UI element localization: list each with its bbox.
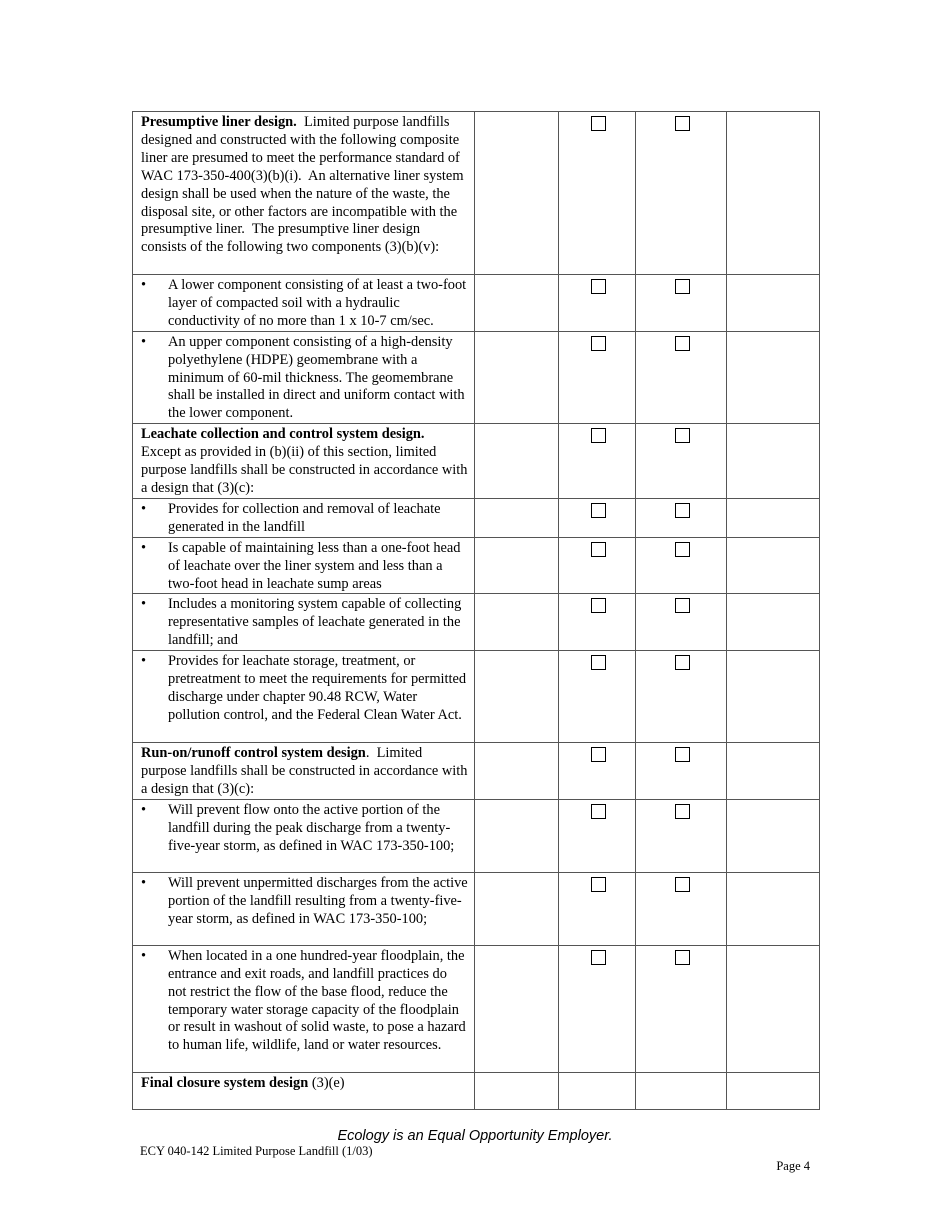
yes-checkbox[interactable]	[591, 503, 606, 518]
bullet-icon: •	[141, 539, 147, 556]
comments-cell[interactable]	[727, 112, 820, 275]
bullet-item	[141, 875, 468, 929]
no-cell	[636, 743, 727, 800]
yes-cell	[559, 945, 636, 1072]
no-cell	[636, 424, 727, 499]
no-checkbox[interactable]	[675, 116, 690, 131]
yes-cell	[559, 498, 636, 537]
comments-cell[interactable]	[727, 331, 820, 424]
item-row	[133, 537, 820, 594]
no-checkbox[interactable]	[675, 279, 690, 294]
requirement-cell	[133, 1072, 475, 1109]
section-title: Run-on/runoff control system design	[141, 745, 366, 762]
no-cell	[636, 331, 727, 424]
yes-cell	[559, 424, 636, 499]
bullet-item	[141, 802, 468, 856]
item-row	[133, 799, 820, 872]
section-title: Leachate collection and control system design.	[141, 426, 425, 443]
no-cell	[636, 498, 727, 537]
section-row	[133, 1072, 820, 1109]
section-row	[133, 743, 820, 800]
bullet-text: An upper component consisting of a high-density polyethylene (HDPE) geomembrane with a minimum of 60-mil thickness. The geomembrane shall be installed in direct and uniform contact with the lower component.	[168, 333, 465, 422]
requirement-cell	[133, 872, 475, 945]
bullet-text: When located in a one hundred-year floodplain, the entrance and exit roads, and landfill practices do not restrict the flow of the base flood, reduce the temporary water storage capacity of the floodplain or result in washout of solid waste, to pose a hazard to human life, wildlife, land or water resources.	[168, 947, 466, 1054]
comments-cell[interactable]	[727, 275, 820, 332]
yes-checkbox[interactable]	[591, 598, 606, 613]
bullet-icon: •	[141, 653, 147, 670]
no-checkbox[interactable]	[675, 804, 690, 819]
bullet-text: Includes a monitoring system capable of collecting representative samples of leachate generated in the landfill; and	[168, 596, 462, 649]
bullet-icon: •	[141, 947, 147, 964]
no-checkbox[interactable]	[675, 655, 690, 670]
reference-cell[interactable]	[475, 594, 559, 651]
reference-cell[interactable]	[475, 651, 559, 743]
no-cell	[636, 537, 727, 594]
requirement-cell	[133, 275, 475, 332]
bullet-icon: •	[141, 500, 147, 517]
bullet-text: Will prevent flow onto the active portion of the landfill during the peak discharge from a twenty-five-year storm, as defined in WAC 173-350-100;	[168, 801, 455, 854]
bullet-icon: •	[141, 874, 147, 891]
yes-cell	[559, 651, 636, 743]
bullet-item	[141, 653, 468, 725]
item-row	[133, 275, 820, 332]
bullet-item	[141, 948, 468, 1055]
reference-cell[interactable]	[475, 1072, 559, 1109]
no-cell	[636, 275, 727, 332]
reference-cell[interactable]	[475, 112, 559, 275]
reference-cell[interactable]	[475, 945, 559, 1072]
item-row	[133, 651, 820, 743]
yes-cell	[559, 872, 636, 945]
reference-cell[interactable]	[475, 799, 559, 872]
requirement-cell	[133, 498, 475, 537]
item-row	[133, 594, 820, 651]
item-row	[133, 498, 820, 537]
no-cell	[636, 651, 727, 743]
comments-cell[interactable]	[727, 537, 820, 594]
no-cell	[636, 594, 727, 651]
requirement-cell	[133, 743, 475, 800]
no-cell	[636, 945, 727, 1072]
comments-cell[interactable]	[727, 498, 820, 537]
section-description: Limited purpose landfills designed and constructed with the following composite liner are presumed to meet the performance standard of WAC 173-350-400(3)(b)(i). An alternative liner system design shall be used when the nature of the waste, the disposal site, or other factors are incompatible with the presumptive liner. The presumptive liner design consists of the following two components (3)(b)(v):	[141, 114, 468, 256]
yes-checkbox[interactable]	[591, 336, 606, 351]
bullet-text: Will prevent unpermitted discharges from the active portion of the landfill resulting from a twenty-five-year storm, as defined in WAC 173-350-100;	[168, 874, 468, 927]
reference-cell[interactable]	[475, 331, 559, 424]
no-checkbox[interactable]	[675, 428, 690, 443]
bullet-text: Is capable of maintaining less than a one-foot head of leachate over the liner system and less than a two-foot head in leachate sump areas	[168, 539, 461, 592]
section-row	[133, 424, 820, 499]
yes-checkbox[interactable]	[591, 542, 606, 557]
no-checkbox[interactable]	[675, 598, 690, 613]
comments-cell[interactable]	[727, 651, 820, 743]
yes-cell	[559, 743, 636, 800]
yes-checkbox[interactable]	[591, 428, 606, 443]
no-checkbox[interactable]	[675, 877, 690, 892]
checklist-body	[133, 112, 820, 1110]
bullet-item	[141, 501, 468, 537]
reference-cell[interactable]	[475, 498, 559, 537]
comments-cell[interactable]	[727, 743, 820, 800]
bullet-text: A lower component consisting of at least a two-foot layer of compacted soil with a hydraulic conductivity of no more than 1 x 10-7 cm/sec.	[168, 277, 467, 329]
comments-cell[interactable]	[727, 424, 820, 499]
no-cell	[636, 1072, 727, 1109]
bullet-item	[141, 277, 468, 331]
yes-cell	[559, 594, 636, 651]
yes-checkbox[interactable]	[591, 279, 606, 294]
reference-cell[interactable]	[475, 537, 559, 594]
yes-checkbox[interactable]	[591, 950, 606, 965]
bullet-text: Provides for collection and removal of leachate generated in the landfill	[168, 500, 441, 535]
yes-checkbox[interactable]	[591, 804, 606, 819]
bullet-item	[141, 334, 468, 424]
bullet-item	[141, 596, 468, 650]
form-identifier: ECY 040-142 Limited Purpose Landfill (1/03)	[140, 1144, 373, 1158]
yes-cell	[559, 799, 636, 872]
bullet-icon: •	[141, 596, 147, 613]
section-description: Except as provided in (b)(ii) of this section, limited purpose landfills shall be constructed in accordance with a design that (3)(c):	[141, 426, 472, 496]
comments-cell[interactable]	[727, 799, 820, 872]
comments-cell[interactable]	[727, 872, 820, 945]
yes-cell	[559, 275, 636, 332]
reference-cell[interactable]	[475, 743, 559, 800]
requirement-cell	[133, 945, 475, 1072]
equal-opportunity-notice: Ecology is an Equal Opportunity Employer.	[337, 1128, 613, 1144]
no-cell	[636, 799, 727, 872]
page-number: Page 4	[776, 1159, 810, 1173]
yes-cell	[559, 331, 636, 424]
reference-cell[interactable]	[475, 872, 559, 945]
yes-checkbox[interactable]	[591, 116, 606, 131]
checklist-table	[132, 111, 820, 1110]
section-row	[133, 112, 820, 275]
yes-checkbox[interactable]	[591, 655, 606, 670]
yes-cell	[559, 537, 636, 594]
requirement-cell	[133, 799, 475, 872]
bullet-item	[141, 540, 468, 594]
item-row	[133, 872, 820, 945]
requirement-cell	[133, 537, 475, 594]
bullet-icon: •	[141, 333, 147, 350]
requirement-cell	[133, 651, 475, 743]
comments-cell[interactable]	[727, 594, 820, 651]
bullet-icon: •	[141, 277, 147, 293]
no-checkbox[interactable]	[675, 336, 690, 351]
section-title: Presumptive liner design.	[141, 114, 297, 130]
yes-checkbox[interactable]	[591, 877, 606, 892]
section-description: (3)(e)	[308, 1074, 345, 1091]
section-description: . Limited purpose landfills shall be constructed in accordance with a design that (3)(c):	[141, 745, 472, 797]
comments-cell[interactable]	[727, 945, 820, 1072]
no-checkbox[interactable]	[675, 542, 690, 557]
yes-cell	[559, 112, 636, 275]
requirement-cell	[133, 112, 475, 275]
yes-cell	[559, 1072, 636, 1109]
item-row	[133, 945, 820, 1072]
no-cell	[636, 112, 727, 275]
requirement-cell	[133, 331, 475, 424]
bullet-icon: •	[141, 801, 147, 818]
reference-cell[interactable]	[475, 424, 559, 499]
no-checkbox[interactable]	[675, 503, 690, 518]
requirement-cell	[133, 594, 475, 651]
reference-cell[interactable]	[475, 275, 559, 332]
no-cell	[636, 872, 727, 945]
item-row	[133, 331, 820, 424]
bullet-text: Provides for leachate storage, treatment, or pretreatment to meet the requirements for permitted discharge under chapter 90.48 RCW, Water pollution control, and the Federal Clean Water Act.	[168, 653, 467, 723]
comments-cell[interactable]	[727, 1072, 820, 1109]
requirement-cell	[133, 424, 475, 499]
section-title: Final closure system design	[141, 1074, 309, 1091]
no-checkbox[interactable]	[675, 747, 690, 762]
yes-checkbox[interactable]	[591, 747, 606, 762]
no-checkbox[interactable]	[675, 950, 690, 965]
